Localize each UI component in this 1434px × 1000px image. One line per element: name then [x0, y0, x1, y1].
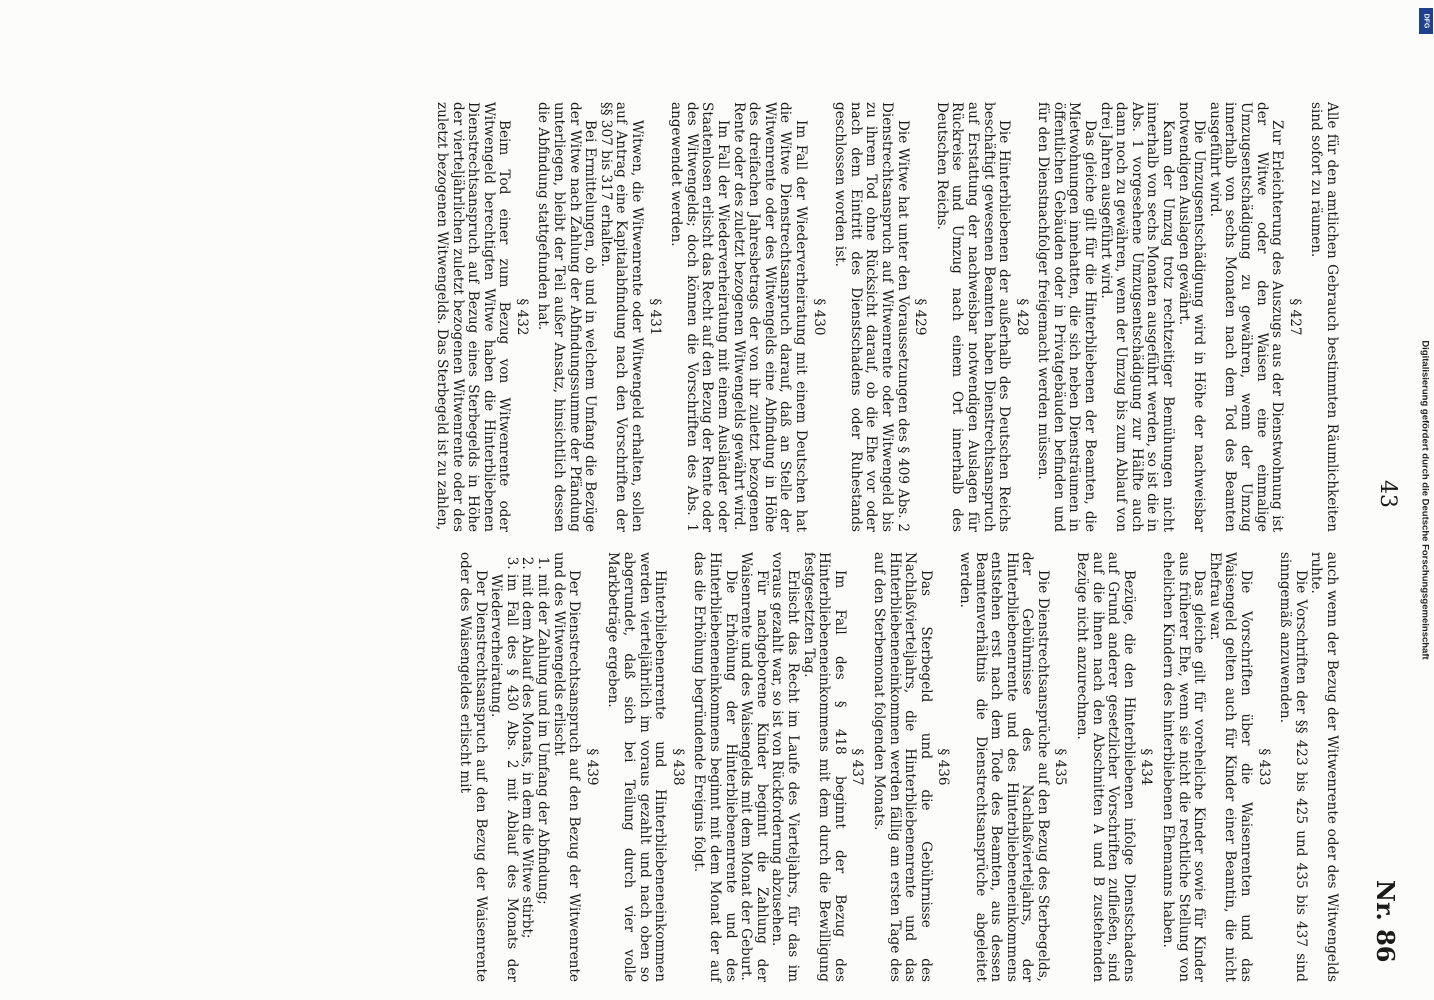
paragraph: Witwen, die Witwenrente oder Witwengeld erhalten, sollen auf Antrag eine Kapitalabfindung nach den Vorschriften der §§ 307 bis 317 erhalten. — [597, 102, 646, 532]
paragraph: Der Dienstrechtsanspruch auf den Bezug der Witwenrente und des Witwengelds erlischt — [550, 552, 583, 982]
list-item: 2. mit dem Ablauf des Monats, in dem die Witwe stirbt; — [519, 574, 535, 982]
list-item: 1. mit der Zahlung und im Umfang der Abfindung; — [535, 574, 551, 982]
page-header — [1360, 0, 1400, 1000]
section-heading-432: § 432 — [513, 298, 530, 336]
paragraph: Die Vorschriften der §§ 423 bis 425 und 435 bis 437 sind sinngemäß anzuwenden. — [1277, 552, 1309, 982]
digitization-note — [1415, 8, 1434, 992]
paragraph: Erlischt das Recht im Laufe des Vierteljahrs, für das im voraus gezahlt war, so ist von Rückforderung abzusehen. — [769, 552, 801, 982]
numbered-list — [488, 552, 550, 982]
paragraph: Die Witwe hat unter den Voraussetzungen des § 409 Abs. 2 Dienstrechtsanspruch auf Witwenrente oder Witwengeld bis zu ihrem Tod ohne Rücksicht darauf, ob die Ehe vor oder nach dem Eintritt des Dienstschadens oder Ruhestands geschlossen worden ist. — [832, 102, 911, 532]
section-heading-429: § 429 — [912, 298, 929, 336]
paragraph: Im Fall des § 418 beginnt der Bezug des Hinterbliebeneneinkommens mit dem durch die Bewilligung festgesetzten Tag. — [800, 552, 848, 982]
page-number: 43 — [1375, 480, 1400, 508]
list-item: 3. im Fall des § 430 Abs. 2 mit Ablauf des Monats der Wiederverheiratung. — [488, 574, 519, 982]
paragraph: Zur Erleichterung des Auszugs aus der Dienstwohnung ist der Witwe oder den Waisen eine einmalige Umzugsentschädigung zu gewähren, wenn der Umzug innerhalb von sechs Monaten nach dem Tod des Beamten ausgeführt wird. — [1206, 102, 1286, 532]
paragraph: Das gleiche gilt für die Hinterbliebenen der Beamten, die Mietwohnungen innehatten, die sich neben Diensträumen in öffentlichen Gebäuden oder in Privatgebäuden befinden und für den Dienstnachfolger freigemacht werden müssen. — [1035, 102, 1099, 532]
intro-paragraph: Alle für den amtlichen Gebrauch bestimmten Räumlichkeiten sind sofort zu räumen. — [1308, 102, 1340, 532]
dfg-logo-text: DFG — [1422, 13, 1430, 29]
section-heading-427: § 427 — [1286, 298, 1303, 336]
left-column — [433, 102, 1339, 532]
paragraph: Das Sterbegeld und die Gebührnisse des Nachlaßvierteljahrs, die Hinterbliebenenrente und das Hinterbliebeneneinkommen werden fällig am ersten Tage des auf den Sterbemonat folgenden Monats. — [870, 552, 934, 982]
paragraph: Die Umzugsentschädigung wird in Höhe der nachweisbar notwendigen Auslagen gewährt. — [1175, 102, 1208, 532]
paragraph: Die Vorschriften über die Waisenrenten und das Waisengeld gelten auch für Kinder einer Beamtin, die nicht Ehefrau war. — [1206, 552, 1255, 982]
paragraph: Die Erhöhung der Hinterbliebenenrente und des Hinterbliebeneneinkommens beginnt mit dem Monat der auf das die Erhöhung begründende Ereignis folgt. — [691, 552, 739, 982]
section-heading-439: § 439 — [583, 748, 600, 786]
section-heading-433: § 433 — [1255, 748, 1272, 786]
paragraph: Die Dienstrechtsansprüche auf den Bezug des Sterbegelds, der Gebührnisse des Nachlaßvierteljahrs, der Hinterbliebenenrente und des Hinterbliebeneneinkommens entstehen erst nach dem Tode des Beamten, aus dessen Beamtenverhältnis die Dienstrechtsansprüche abgeleitet werden. — [956, 552, 1051, 982]
digitization-note-text: Digitalisierung gefördert durch die Deutsche Forschungsgemeinschaft — [1419, 340, 1431, 660]
dfg-logo — [1419, 8, 1433, 34]
section-heading-431: § 431 — [646, 298, 663, 336]
paragraph: Im Fall der Wiederverheiratung mit einem Ausländer oder Staatenlosen erlischt das Recht auf den Bezug der Rente oder des Witwengelds; doch können die Vorschriften des Abs. 1 angewendet werden. — [668, 102, 732, 532]
section-heading-430: § 430 — [810, 298, 827, 336]
section-heading-435: § 435 — [1052, 748, 1069, 786]
right-column — [457, 552, 1339, 982]
paragraph: Bezüge, die den Hinterbliebenen infolge Dienstschadens auf Grund anderer gesetzlicher Vorschriften zufließen, sind auf die ihnen nach den Abschnitten A und B zustehenden Bezüge nicht anzurechnen. — [1074, 552, 1137, 982]
continued-paragraph: auch wenn der Bezug der Witwenrente oder des Witwengelds ruhte. — [1308, 552, 1340, 982]
paragraph: Der Dienstrechtsanspruch auf den Bezug der Waisenrente oder des Waisengeldes erlischt mit — [457, 552, 489, 982]
paragraph: Bei Ermittelungen, ob und in welchem Umfang die Bezüge der Witwe nach Zahlung der Abfindungssumme der Pfändung unterliegen, bleibt der Teil außer Ansatz, hinsichtlich dessen die Abfindung stattgefunden hat. — [535, 102, 599, 532]
paragraph: Beim Tod einer zum Bezug von Witwenrente oder Witwengeld berechtigten Witwe haben die Hinterbliebenen Dienstrechtsanspruch auf Bezug eines Sterbegelds in Höhe der vierteljährlichen zuletzt bezogenen Witwenrente oder des zuletzt bezogenen Witwengelds. Das Sterbegeld ist zu zahlen, — [433, 102, 513, 532]
section-heading-428: § 428 — [1013, 298, 1030, 336]
paragraph: Im Fall der Wiederverheiratung mit einem Deutschen hat die Witwe Dienstrechtsanspruch darauf, daß an Stelle der Witwenrente oder des Witwengelds eine Abfindung in Höhe des dreifachen Jahresbetrags der von ihr zuletzt bezogenen Rente oder des zuletzt bezogenen Witwengelds gewährt wird. — [730, 102, 809, 532]
paragraph: Für nachgeborene Kinder beginnt die Zahlung der Waisenrente und des Waisengelds mit dem Monat der Geburt. — [738, 552, 770, 982]
section-heading-437: § 437 — [849, 748, 866, 786]
paragraph: Die Hinterbliebenen der außerhalb des Deutschen Reichs beschäftigt gewesenen Beamten haben Dienstrechtsanspruch auf Erstattung der nachweisbar notwendigen Auslagen für Rückreise und Umzug nach einem Ort innerhalb des Deutschen Reichs. — [933, 102, 1013, 532]
section-heading-438: § 438 — [669, 748, 686, 786]
section-heading-436: § 436 — [935, 748, 952, 786]
paragraph: Hinterbliebenenrente und Hinterbliebeneneinkommen werden vierteljährlich im voraus gezahlt und nach oben so abgerundet, daß sich bei Teilung durch vier volle Markbeträge ergeben. — [605, 552, 669, 982]
section-heading-434: § 434 — [1138, 748, 1155, 786]
paragraph: Kann der Umzug trotz rechtzeitiger Bemühungen nicht innerhalb von sechs Monaten ausgeführt werden, so ist die in Abs. 1 vorgesehene Umzugsentschädigung zur Hälfte auch dann noch zu gewähren, wenn der Umzug bis zum Ablauf von drei Jahren ausgeführt wird. — [1097, 102, 1177, 532]
paragraph: Das gleiche gilt für voreheliche Kinder sowie für Kinder aus früherer Ehe, wenn sie nicht die rechtliche Stellung von ehelichen Kindern des hinterbliebenen Ehemanns haben. — [1160, 552, 1208, 982]
issue-number: Nr. 86 — [1371, 880, 1400, 963]
